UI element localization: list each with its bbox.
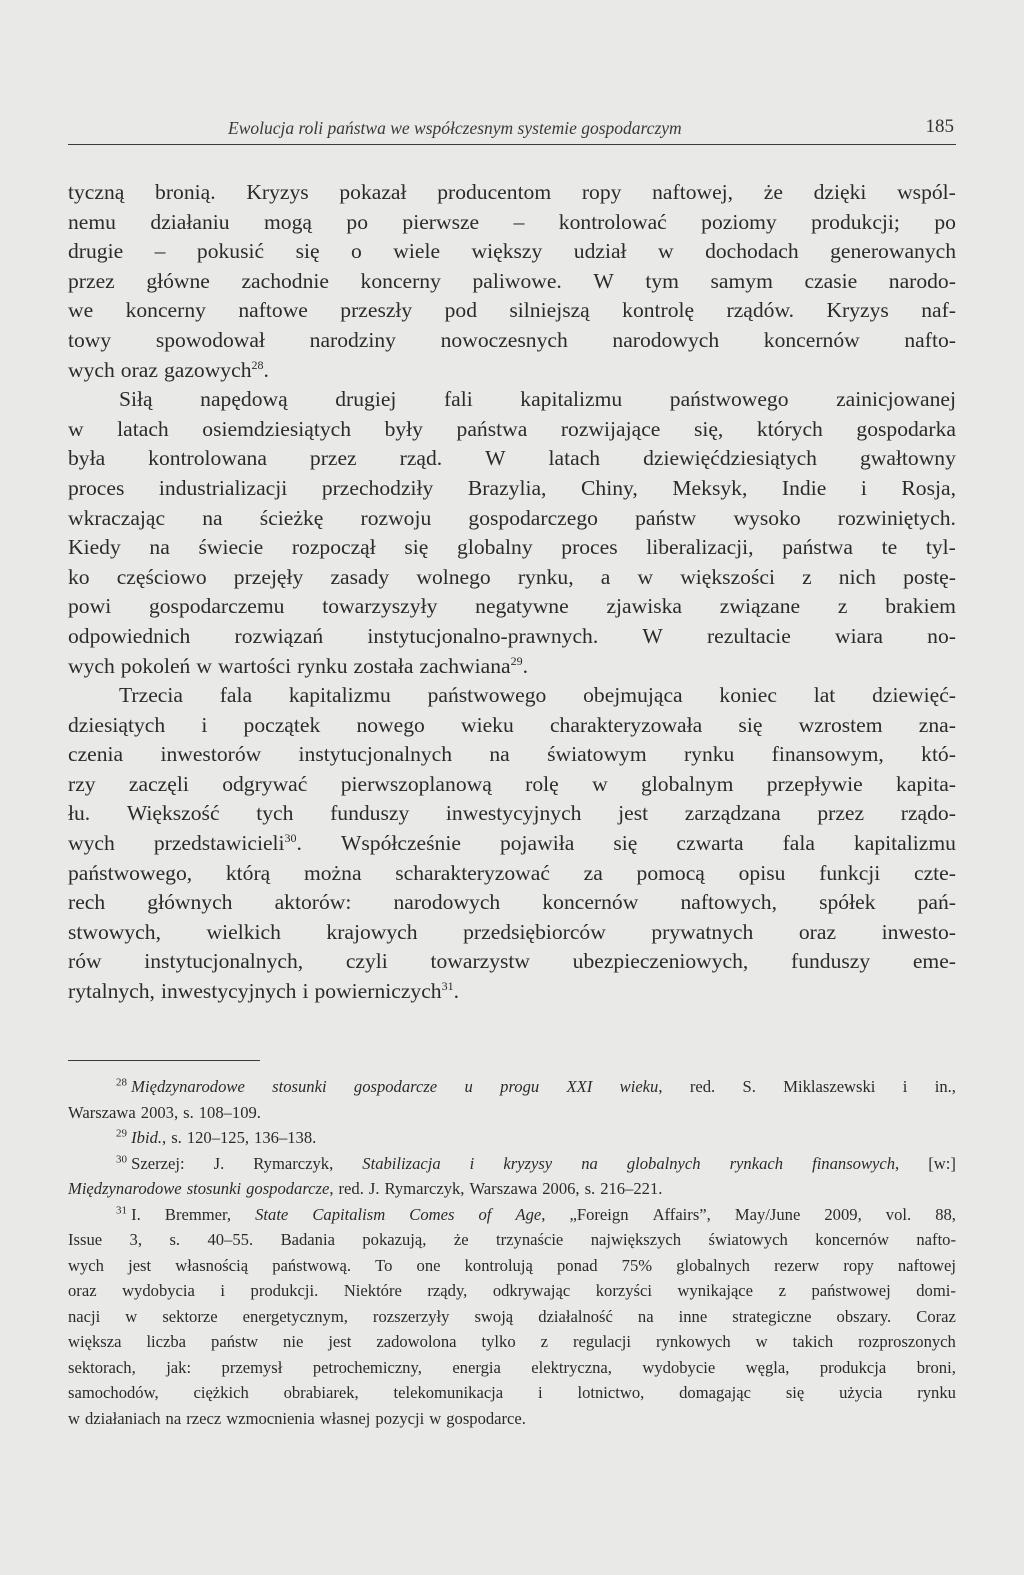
text-line: stwowych, wielkich krajowych przedsiębiorców prywatnych oraz inwesto- — [68, 919, 956, 944]
text-line: drugie – pokusić się o wiele większy udział w dochodach generowanych — [68, 239, 956, 264]
footnote-line: $^{28}$ Międzynarodowe stosunki gospodarcze u progu XXI wieku, red. S. Miklaszewski i in., — [116, 1076, 956, 1096]
footnote-ref: 31 — [441, 978, 454, 993]
text-line: ko częściowo przejęły zasady wolnego rynku, a w większości z nich postę- — [68, 564, 956, 589]
text-line: państwowego, którą można scharakteryzować za pomocą opisu funkcji czte- — [68, 860, 956, 885]
text-line: dziesiątych i początek nowego wieku charakteryzowała się wzrostem zna- — [68, 712, 956, 737]
text-line: powi gospodarczemu towarzyszyły negatywne zjawiska związane z brakiem — [68, 594, 956, 619]
footnote-line: $^{30}$ Szerzej: J. Rymarczyk, Stabilizacja i kryzysy na globalnych rynkach finansowych, [w:] — [116, 1152, 956, 1173]
text-line: wych przedstawicieli$^{30}$. Współcześnie pojawiła się czwarta fala kapitalizmu — [68, 830, 956, 856]
text-line: była kontrolowana przez rząd. W latach dziewięćdziesiątych gwałtowny — [68, 446, 956, 471]
text-line: w latach osiemdziesiątych były państwa rozwijające się, których gospodarka — [68, 416, 956, 441]
text-line: wkraczając na ścieżkę rozwoju gospodarczego państw wysoko rozwiniętych. — [68, 505, 956, 530]
text-line: rytalnych, inwestycyjnych i powierniczych$^{31}$. — [68, 978, 459, 1004]
text-line: towy spowodował narodziny nowoczesnych narodowych koncernów nafto- — [68, 327, 956, 352]
text-line: czenia inwestorów instytucjonalnych na światowym rynku finansowym, któ- — [68, 742, 956, 767]
text-line: nemu działaniu mogą po pierwsze – kontrolować poziomy produkcji; po — [68, 209, 956, 234]
footnotes — [68, 1074, 956, 1431]
footnote-line: Issue 3, s. 40–55. Badania pokazują, że trzynaście największych światowych koncernów nafto- — [68, 1230, 956, 1249]
text-line: rów instytucjonalnych, czyli towarzystw ubezpieczeniowych, funduszy eme- — [68, 949, 956, 974]
text-line: odpowiednich rozwiązań instytucjonalno-prawnych. W rezultacie wiara no- — [68, 623, 956, 648]
footnote-line: sektorach, jak: przemysł petrochemiczny, energia elektryczna, wydobycie węgla, produkcja broni, — [68, 1357, 956, 1377]
text-line: przez główne zachodnie koncerny paliwowe. W tym samym czasie narodo- — [68, 268, 956, 293]
footnote-ref: 28 — [251, 357, 264, 372]
text-line: Trzecia fala kapitalizmu państwowego obejmująca koniec lat dziewięć- — [119, 683, 956, 708]
footnote-line: Międzynarodowe stosunki gospodarcze, red. J. Rymarczyk, Warszawa 2006, s. 216–221. — [68, 1179, 663, 1198]
footnote-line: większa liczba państw nie jest zadowolona tylko z regulacji rynkowych w takich rozproszonych — [68, 1332, 956, 1351]
text-line: wych pokoleń w wartości rynku została zachwiana$^{29}$. — [68, 653, 528, 678]
footnote-line: wych jest własnością państwową. To one kontrolują ponad 75% globalnych rezerw ropy naftowej — [68, 1255, 956, 1275]
text-line: wych oraz gazowych$^{28}$. — [68, 357, 269, 382]
text-line: rzy zaczęli odgrywać pierwszoplanową rolę w globalnym przepływie kapita- — [68, 771, 956, 796]
page-number: 185 — [925, 116, 954, 137]
footnote-line: w działaniach na rzecz wzmocnienia własnej pozycji w gospodarce. — [68, 1408, 526, 1428]
footnote-line: oraz wydobycia i produkcji. Niektóre rządy, odkrywając korzyści wynikające z państwowej domi- — [68, 1281, 956, 1300]
footnote-ref: 30 — [284, 830, 297, 845]
page-header — [68, 114, 956, 145]
text-line: Siłą napędową drugiej fali kapitalizmu państwowego zainicjowanej — [119, 387, 956, 412]
footnote-line: $^{29}$ Ibid., s. 120–125, 136–138. — [116, 1127, 317, 1147]
text-line: we koncerny naftowe przeszły pod silniejszą kontrolę rządów. Kryzys naf- — [68, 298, 956, 323]
body-text — [68, 178, 956, 1007]
footnote-separator — [68, 1060, 260, 1061]
running-title: Ewolucja roli państwa we współczesnym systemie gospodarczym — [228, 118, 682, 138]
text-line: tyczną bronią. Kryzys pokazał producentom ropy naftowej, że dzięki wspól- — [68, 180, 956, 204]
footnote-line: Warszawa 2003, s. 108–109. — [68, 1102, 261, 1122]
footnote-line: samochodów, ciężkich obrabiarek, telekomunikacja i lotnictwo, domagając się użycia rynku — [68, 1383, 956, 1402]
text-line: łu. Większość tych funduszy inwestycyjnych jest zarządzana przez rządo- — [68, 801, 956, 826]
text-line: proces industrializacji przechodziły Brazylia, Chiny, Meksyk, Indie i Rosja, — [68, 475, 956, 500]
text-line: Kiedy na świecie rozpoczął się globalny proces liberalizacji, państwa te tyl- — [68, 535, 956, 560]
text-line: rech głównych aktorów: narodowych koncernów naftowych, spółek pań- — [68, 890, 956, 915]
footnote-line: nacji w sektorze energetycznym, rozszerzyły swoją działalność na inne strategiczne obszary. Coraz — [68, 1306, 956, 1326]
footnote-line: $^{31}$ I. Bremmer, State Capitalism Comes of Age, „Foreign Affairs”, May/June 2009, vol. 88, — [116, 1203, 956, 1224]
footnote-ref: 29 — [510, 653, 523, 668]
